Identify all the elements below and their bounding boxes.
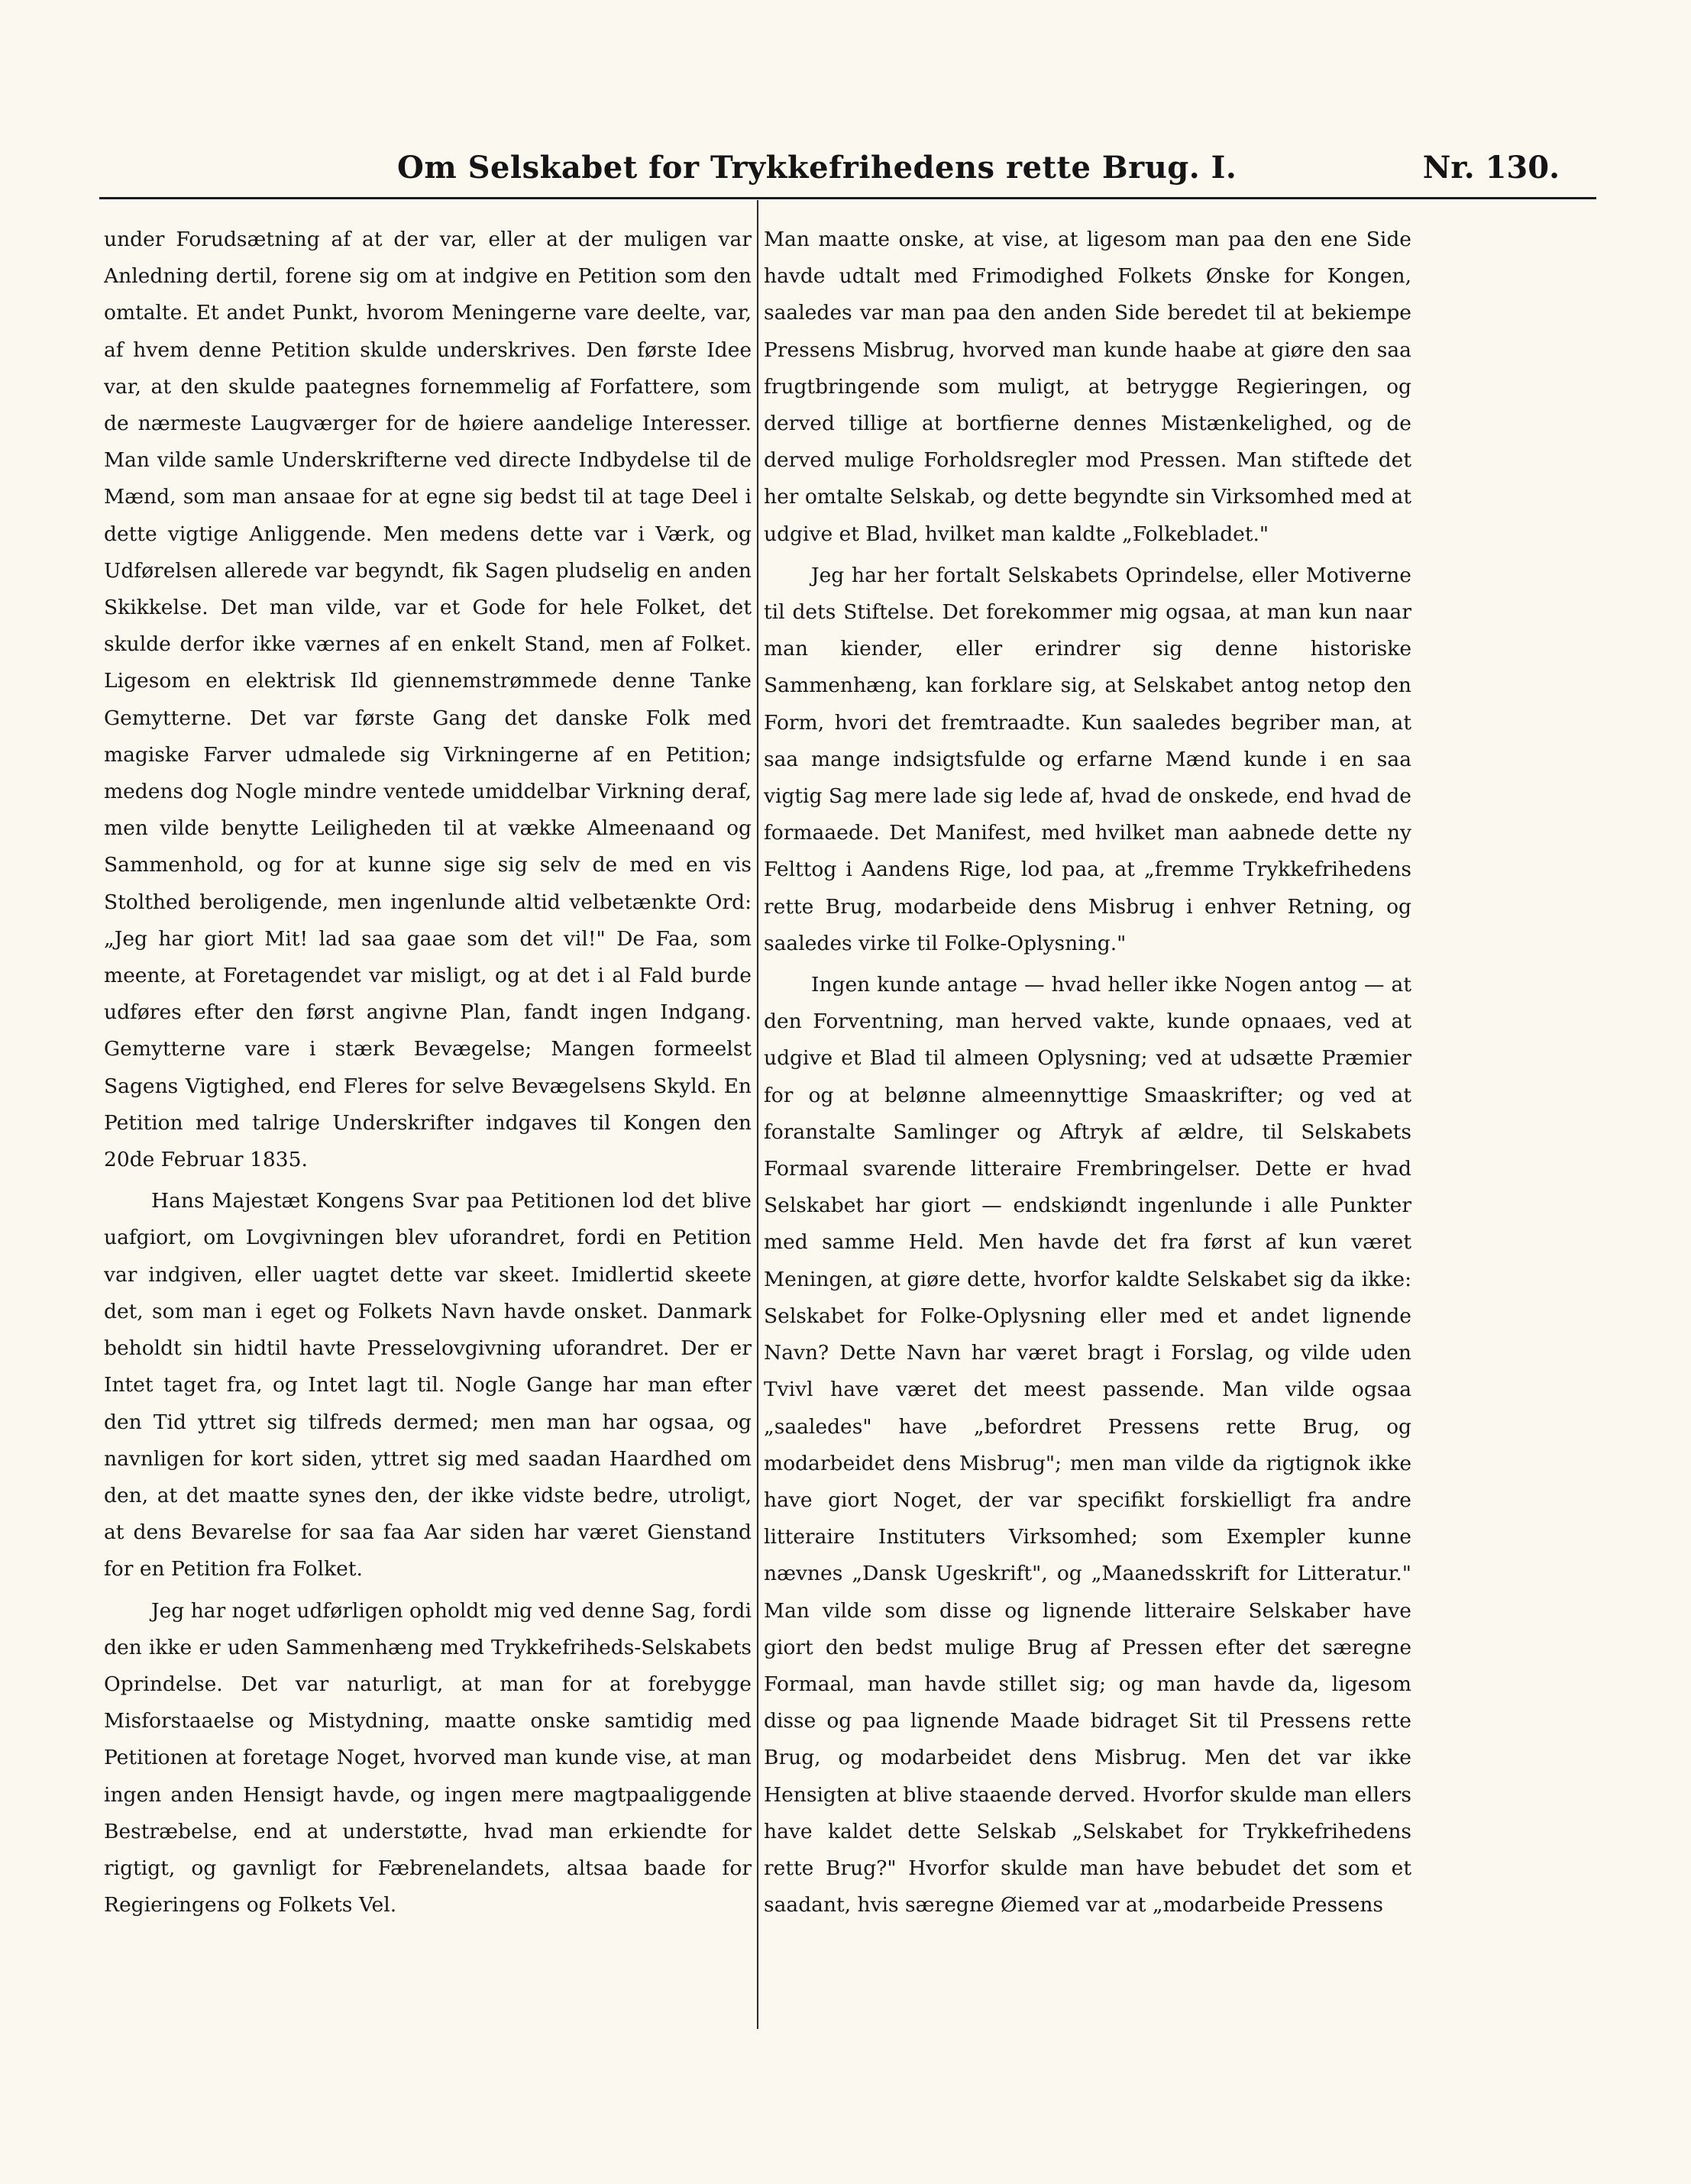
paragraph: Jeg har her fortalt Selskabets Oprindelse, eller Motiverne til dets Stiftelse. Det forekommer mig ogsaa, at man kun naar man kiender, eller erindrer sig denne historiske Sammenhæng, kan forklare sig, at Selskabet antog netop den Form, hvori det fremtraadte. Kun saaledes begriber man, at saa mange indsigtsfulde og erfarne Mænd kunde i en saa vigtig Sag mere lade sig lede af, hvad de onskede, end hvad de formaaede. Det Manifest, med hvilket man aabnede dette ny Felttog i Aandens Rige, lod paa, at „fremme Trykkefrihedens rette Brug, modarbeide dens Misbrug i enhver Retning, og saaledes virke til Folke-Oplysning." — [764, 563, 1411, 955]
paragraph: Hans Majestæt Kongens Svar paa Petitionen lod det blive uafgiort, om Lovgivningen blev uforandret, fordi en Petition var indgiven, eller uagtet dette var skeet. Imidlertid skeete det, som man i eget og Folkets Navn havde onsket. Danmark beholdt sin hidtil havte Presselovgivning uforandret. Der er Intet taget fra, og Intet lagt til. Nogle Gange har man efter den Tid yttret sig tilfreds dermed; men man har ogsaa, og navnligen for kort siden, yttret sig med saadan Haardhed om den, at det maatte synes den, der ikke vidste bedre, utroligt, at dens Bevarelse for saa faa Aar siden har været Gienstand for en Petition fra Folket. — [104, 1189, 752, 1581]
paragraph: Man maatte onske, at vise, at ligesom man paa den ene Side havde udtalt med Frimodighed Folkets Ønske for Kongen, saaledes var man paa den anden Side beredet til at bekiempe Pressens Misbrug, hvorved man kunde haabe at giøre den saa frugtbringende som muligt, at betrygge Regieringen, og derved tillige at bortfierne dennes Mistænkelighed, og de derved mulige Forholdsregler mod Pressen. Man stiftede det her omtalte Selskab, og dette begyndte sin Virksomhed med at udgive et Blad, hvilket man kaldte „Folkebladet." — [764, 228, 1411, 546]
left-column — [104, 221, 752, 2008]
paragraph: under Forudsætning af at der var, eller at der muligen var Anledning dertil, forene sig om at indgive en Petition som den omtalte. Et andet Punkt, hvorom Meningerne vare deelte, var, af hvem denne Petition skulde underskrives. Den første Idee var, at den skulde paategnes fornemmelig af Forfattere, som de nærmeste Laugværger for de høiere aandelige Interesser. Man vilde samle Underskrifterne ved directe Indbydelse til de Mænd, som man ansaae for at egne sig bedst til at tage Deel i dette vigtige Anliggende. Men medens dette var i Værk, og Udførelsen allerede var begyndt, fik Sagen pludselig en anden Skikkelse. Det man vilde, var et Gode for hele Folket, det skulde derfor ikke værnes af en enkelt Stand, men af Folket. Ligesom en elektrisk Ild giennemstrømmede denne Tanke Gemytterne. Det var første Gang det danske Folk med magiske Farver udmalede sig Virkningerne af en Petition; medens dog Nogle mindre ventede umiddelbar Virkning deraf, men vilde benytte Leiligheden til at vække Almeenaand og Sammenhold, og for at kunne sige sig selv de med en vis Stolthed beroligende, men ingenlunde altid velbetænkte Ord: „Jeg har giort Mit! lad saa gaae som det vil!" De Faa, som meente, at Foretagendet var misligt, og at det i al Fald burde udføres efter den først angivne Plan, fandt ingen Indgang. Gemytterne vare i stærk Bevægelse; Mangen formeelst Sagens Vigtighed, end Fleres for selve Bevægelsens Skyld. En Petition med talrige Underskrifter indgaves til Kongen den 20de Februar 1835. — [104, 228, 752, 1172]
running-title: Om Selskabet for Trykkefrihedens rette Brug. I. — [397, 150, 1237, 186]
right-column — [764, 221, 1411, 2008]
issue-number: Nr. 130. — [1422, 150, 1560, 186]
page-header — [99, 144, 1596, 199]
paragraph: Jeg har noget udførligen opholdt mig ved denne Sag, fordi den ikke er uden Sammenhæng med Trykkefriheds-Selskabets Oprindelse. Det var naturligt, at man for at forebygge Misforstaaelse og Mistydning, maatte onske samtidig med Petitionen at foretage Noget, hvorved man kunde vise, at man ingen anden Hensigt havde, og ingen mere magtpaaliggende Bestræbelse, end at understøtte, hvad man erkiendte for rigtigt, og gavnligt for Fæbrenelandets, altsaa baade for Regieringens og Folkets Vel. — [104, 1598, 752, 1917]
column-divider — [757, 200, 758, 2029]
paragraph: Ingen kunde antage — hvad heller ikke Nogen antog — at den Forventning, man herved vakte, kunde opnaaes, ved at udgive et Blad til almeen Oplysning; ved at udsætte Præmier for og at belønne almeennyttige Smaaskrifter; og ved at foranstalte Samlinger og Aftryk af ældre, til Selskabets Formaal svarende litteraire Frembringelser. Dette er hvad Selskabet har giort — endskiøndt ingenlunde i alle Punkter med samme Held. Men havde det fra først af kun været Meningen, at giøre dette, hvorfor kaldte Selskabet sig da ikke: Selskabet for Folke-Oplysning eller med et andet lignende Navn? Dette Navn har været bragt i Forslag, og vilde uden Tvivl have været det meest passende. Man vilde ogsaa „saaledes" have „befordret Pressens rette Brug, og modarbeidet dens Misbrug"; men man vilde da rigtignok ikke have giort Noget, der var specifikt forskielligt fra andre litteraire Instituters Virksomhed; som Exempler kunne nævnes „Dansk Ugeskrift", og „Maanedsskrift for Litteratur." Man vilde som disse og lignende litteraire Selskaber have giort den bedst mulige Brug af Pressen efter det særegne Formaal, man havde stillet sig; og man havde da, ligesom disse og paa lignende Maade bidraget Sit til Pressens rette Brug, og modarbeidet dens Misbrug. Men det var ikke Hensigten at blive staaende derved. Hvorfor skulde man ellers have kaldet dette Selskab „Selskabet for Trykkefrihedens rette Brug?" Hvorfor skulde man have bebudet det som et saadant, hvis særegne Øiemed var at „modarbeide Pressens — [764, 973, 1411, 1917]
